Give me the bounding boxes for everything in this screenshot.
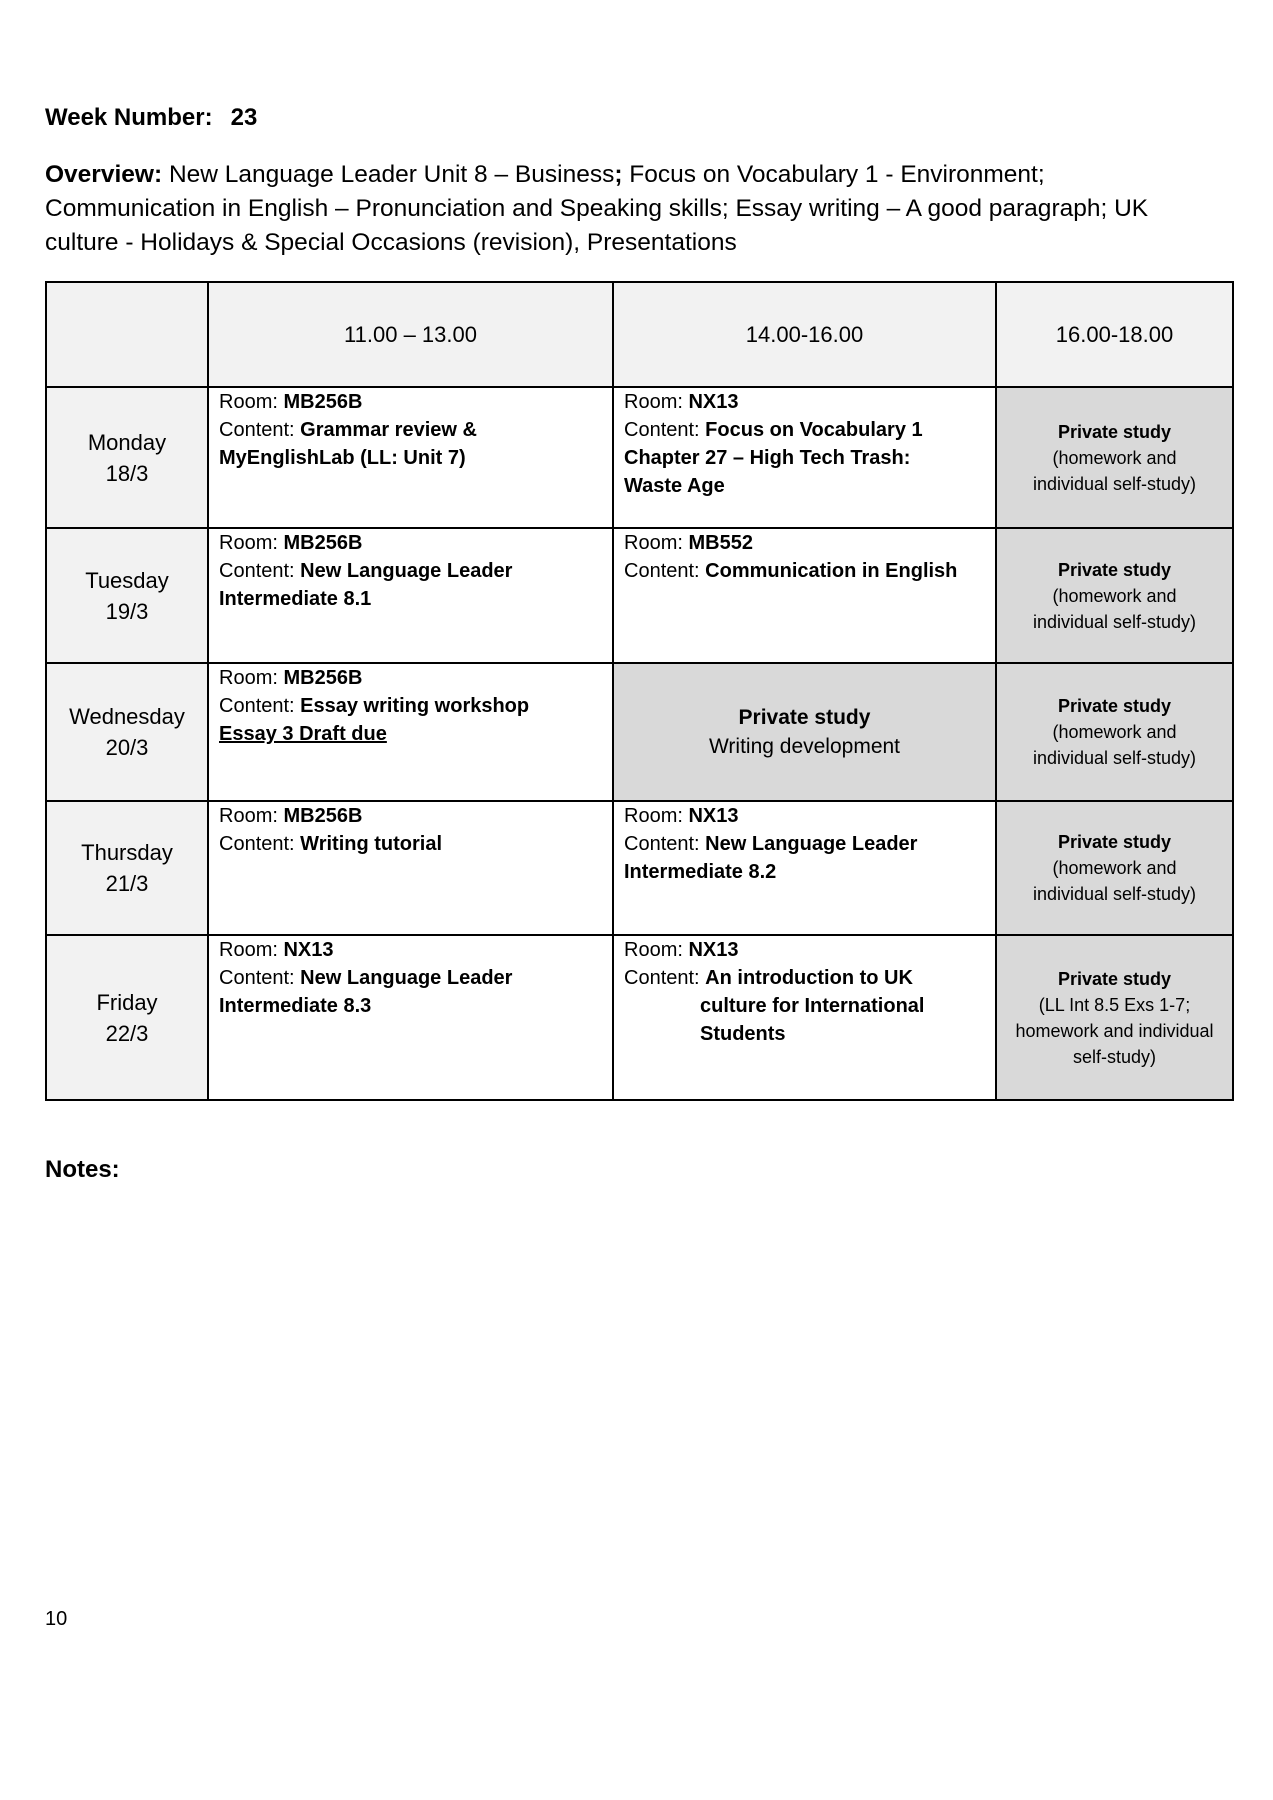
- content-label: Content:: [219, 560, 301, 582]
- content-value: Writing tutorial: [300, 833, 443, 855]
- content-value: New Language Leader: [300, 967, 513, 989]
- room-value: MB256B: [283, 667, 363, 689]
- content-label: Content:: [624, 967, 706, 989]
- week-number-value: 23: [230, 104, 258, 131]
- overview-line3: culture - Holidays & Special Occasions (revision), Presentations: [45, 229, 737, 256]
- room-label: Room:: [219, 391, 284, 413]
- table-row: [46, 528, 1233, 663]
- private-study-cell: [996, 935, 1233, 1100]
- overview-line2: Communication in English – Pronunciation and Speaking skills; Essay writing – A good paragraph; UK: [45, 195, 1149, 222]
- overview-paragraph: [45, 158, 1230, 260]
- private-study-cell: [996, 387, 1233, 528]
- content-value: Grammar review &: [300, 419, 477, 441]
- room-value: MB256B: [283, 532, 363, 554]
- session-cell: [613, 801, 996, 935]
- day-date: 21/3: [105, 871, 149, 896]
- private-study-title: Private study: [1057, 559, 1172, 580]
- overview-line1a: New Language Leader Unit 8 – Business: [168, 161, 615, 188]
- essay-draft-due: Essay 3 Draft due: [219, 723, 387, 745]
- content-value: Chapter 27 – High Tech Trash:: [624, 447, 911, 469]
- private-study-title: Private study: [1057, 968, 1172, 989]
- header-slot-3: 16.00-18.00: [996, 282, 1233, 387]
- private-study-line: Writing development: [708, 735, 901, 758]
- content-value: New Language Leader: [705, 833, 918, 855]
- session-cell: [613, 935, 996, 1100]
- session-cell: [208, 663, 613, 801]
- session-cell: [613, 387, 996, 528]
- room-label: Room:: [219, 805, 284, 827]
- table-row: [46, 801, 1233, 935]
- session-cell: [208, 528, 613, 663]
- room-value: MB256B: [283, 805, 363, 827]
- private-study-title: Private study: [1057, 696, 1172, 716]
- private-study-title: Private study: [1057, 421, 1172, 442]
- room-label: Room:: [624, 805, 689, 827]
- day-date: 20/3: [105, 735, 149, 760]
- header-empty: [46, 282, 208, 387]
- session-cell: [208, 801, 613, 935]
- content-label: Content:: [624, 560, 706, 582]
- private-study-line: individual self-study): [1032, 748, 1197, 768]
- session-cell: [208, 935, 613, 1100]
- session-cell: [208, 387, 613, 528]
- content-value: Focus on Vocabulary 1: [705, 419, 923, 441]
- timetable: [45, 281, 1234, 1101]
- room-value: NX13: [688, 391, 739, 413]
- content-label: Content:: [219, 419, 301, 441]
- table-row: [46, 387, 1233, 528]
- room-label: Room:: [624, 939, 689, 961]
- day-date: 22/3: [105, 1020, 149, 1046]
- content-value: Intermediate 8.1: [219, 588, 372, 610]
- day-name: Wednesday: [69, 704, 185, 729]
- content-value: culture for International: [700, 995, 925, 1017]
- room-value: NX13: [283, 939, 334, 961]
- content-value: An introduction to UK: [705, 967, 913, 989]
- day-name: Friday: [96, 989, 158, 1015]
- private-study-title: Private study: [1057, 832, 1172, 852]
- timetable-header-row: [46, 282, 1233, 387]
- content-value: Essay writing workshop: [300, 695, 530, 717]
- day-cell: [46, 801, 208, 935]
- overview-line1b: Focus on Vocabulary 1 - Environment;: [622, 161, 1045, 188]
- room-label: Room:: [219, 939, 284, 961]
- private-study-cell: [613, 663, 996, 801]
- content-label: Content:: [219, 967, 301, 989]
- day-cell: [46, 935, 208, 1100]
- day-name: Tuesday: [85, 567, 169, 593]
- day-name: Monday: [87, 429, 167, 455]
- day-date: 19/3: [105, 598, 149, 624]
- content-value: New Language Leader: [300, 560, 513, 582]
- table-row: [46, 663, 1233, 801]
- room-value: NX13: [688, 805, 739, 827]
- content-value: Intermediate 8.3: [219, 995, 372, 1017]
- private-study-line: (homework and: [1052, 858, 1177, 878]
- private-study-cell: [996, 801, 1233, 935]
- room-value: MB256B: [283, 391, 363, 413]
- notes-label: Notes:: [45, 1156, 120, 1183]
- day-cell: [46, 387, 208, 528]
- room-value: NX13: [688, 939, 739, 961]
- private-study-cell: [996, 528, 1233, 663]
- day-cell: [46, 528, 208, 663]
- private-study-line: (homework and: [1052, 722, 1177, 742]
- room-value: MB552: [688, 532, 753, 554]
- week-number-label: Week Number:: [45, 104, 213, 131]
- private-study-cell: [996, 663, 1233, 801]
- content-value: Communication in English: [705, 560, 958, 582]
- private-study-title: Private study: [738, 706, 871, 729]
- overview-label: Overview:: [45, 161, 163, 188]
- day-cell: [46, 663, 208, 801]
- private-study-line: individual self-study): [1032, 473, 1197, 494]
- room-label: Room:: [219, 532, 284, 554]
- content-value: Intermediate 8.2: [624, 861, 777, 883]
- page-number: 10: [45, 1608, 68, 1630]
- content-value: Students: [700, 1023, 786, 1045]
- day-date: 18/3: [105, 460, 149, 486]
- content-label: Content:: [624, 419, 706, 441]
- content-label: Content:: [624, 833, 706, 855]
- table-row: [46, 935, 1233, 1100]
- private-study-line: (LL Int 8.5 Exs 1-7;: [1038, 994, 1191, 1015]
- week-number: [45, 104, 257, 132]
- content-value: Waste Age: [624, 475, 725, 497]
- private-study-line: (homework and: [1052, 447, 1177, 468]
- content-value: MyEnglishLab (LL: Unit 7): [219, 447, 466, 469]
- overview-semicolon: ;: [614, 161, 623, 188]
- session-cell: [613, 528, 996, 663]
- private-study-line: homework and individual: [1015, 1020, 1214, 1041]
- day-name: Thursday: [81, 840, 173, 865]
- private-study-line: self-study): [1072, 1046, 1157, 1067]
- header-slot-2: 14.00-16.00: [613, 282, 996, 387]
- content-label: Content:: [219, 695, 301, 717]
- private-study-line: individual self-study): [1032, 884, 1197, 904]
- room-label: Room:: [624, 532, 689, 554]
- private-study-line: (homework and: [1052, 585, 1177, 606]
- header-slot-1: 11.00 – 13.00: [208, 282, 613, 387]
- private-study-line: individual self-study): [1032, 611, 1197, 632]
- room-label: Room:: [624, 391, 689, 413]
- room-label: Room:: [219, 667, 284, 689]
- content-label: Content:: [219, 833, 301, 855]
